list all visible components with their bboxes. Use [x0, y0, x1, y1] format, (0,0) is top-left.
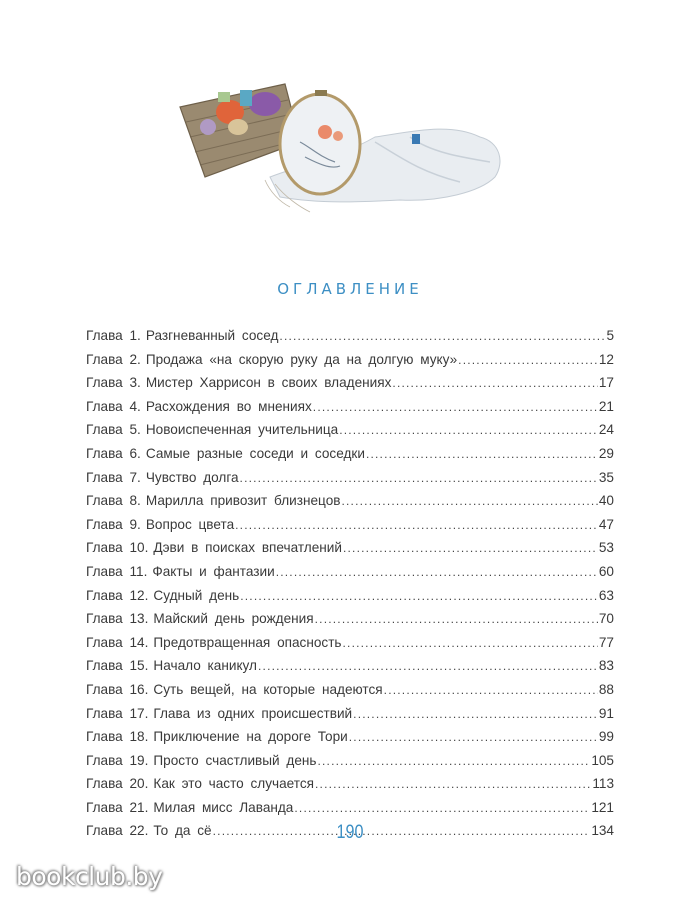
chapter-number: Глава 13. — [86, 611, 149, 627]
chapter-title: Милая мисс Лаванда — [153, 799, 294, 815]
toc-entry[interactable] — [86, 373, 614, 397]
toc-entry[interactable] — [86, 350, 614, 374]
chapter-title: Глава из одних происшествий — [153, 705, 353, 721]
dot-leader — [343, 633, 598, 653]
dot-leader — [317, 751, 590, 771]
chapter-page: 29 — [598, 445, 614, 461]
chapter-title: Расхождения во мнениях — [145, 398, 312, 414]
chapter-title: Просто счастливый день — [153, 752, 317, 768]
chapter-title: Вопрос цвета — [145, 516, 235, 532]
dot-leader — [276, 562, 598, 582]
chapter-number: Глава 21. — [86, 799, 149, 815]
dot-leader — [384, 680, 598, 700]
dot-leader — [294, 798, 590, 818]
chapter-number: Глава 10. — [86, 540, 149, 556]
toc-entry[interactable] — [86, 515, 614, 539]
chapter-title: Приключение на дороге Тори — [153, 729, 348, 745]
toc-entry[interactable] — [86, 468, 614, 492]
toc-entry[interactable] — [86, 633, 614, 657]
dot-leader — [258, 656, 598, 676]
dot-leader — [313, 397, 598, 417]
chapter-page: 53 — [598, 540, 614, 556]
chapter-number: Глава 9. — [86, 516, 141, 532]
chapter-page: 134 — [591, 823, 614, 839]
chapter-number: Глава 1. — [86, 328, 141, 343]
chapter-page: 105 — [591, 752, 614, 768]
chapter-title: Марилла привозит близнецов — [145, 493, 341, 509]
chapter-title: Суть вещей, на которые надеются — [153, 681, 383, 697]
thread-ball-purple — [249, 92, 281, 116]
dot-leader — [341, 491, 597, 511]
toc-entry[interactable] — [86, 562, 614, 586]
chapter-number: Глава 11. — [86, 563, 148, 579]
chapter-title: Факты и фантазии — [152, 563, 275, 579]
chapter-title: Судный день — [153, 587, 240, 603]
chapter-number: Глава 6. — [86, 445, 141, 461]
chapter-page: 47 — [598, 516, 614, 532]
dot-leader — [240, 468, 598, 488]
toc-entry[interactable] — [86, 444, 614, 468]
dot-leader — [235, 515, 598, 535]
chapter-title: Самые разные соседи и соседки — [145, 445, 365, 461]
toc-entry[interactable] — [86, 656, 614, 680]
chapter-number: Глава 17. — [86, 705, 149, 721]
chapter-page: 5 — [606, 328, 614, 343]
thread-spool-green — [218, 92, 230, 102]
dot-leader — [349, 727, 598, 747]
thread-spool-blue — [412, 134, 420, 144]
chapter-number: Глава 16. — [86, 681, 149, 697]
toc-entry[interactable] — [86, 680, 614, 704]
toc-entry[interactable] — [86, 586, 614, 610]
dot-leader — [315, 774, 591, 794]
chapter-number: Глава 20. — [86, 776, 149, 792]
chapter-number: Глава 14. — [86, 634, 149, 650]
chapter-title: Новоиспеченная учительница — [145, 422, 339, 438]
dot-leader — [366, 444, 598, 464]
chapter-number: Глава 7. — [86, 469, 141, 485]
chapter-page: 12 — [598, 351, 614, 367]
dot-leader — [392, 373, 597, 393]
toc-entry[interactable] — [86, 774, 614, 798]
chapter-title: Мистер Харрисон в своих владениях — [145, 375, 392, 391]
chapter-number: Глава 22. — [86, 823, 149, 839]
chapter-number: Глава 19. — [86, 752, 149, 768]
chapter-title: Чувство долга — [145, 469, 239, 485]
chapter-number: Глава 8. — [86, 493, 141, 509]
embroidered-flower — [318, 125, 332, 139]
watermark-logo: bookclub.by — [16, 862, 163, 891]
chapter-number: Глава 3. — [86, 375, 141, 391]
toc-entry[interactable] — [86, 397, 614, 421]
toc-entry[interactable] — [86, 538, 614, 562]
chapter-page: 99 — [598, 729, 614, 745]
chapter-title: Дэви в поисках впечатлений — [153, 540, 342, 556]
chapter-number: Глава 15. — [86, 658, 149, 674]
chapter-page: 24 — [598, 422, 614, 438]
chapter-title: Начало каникул — [153, 658, 257, 674]
chapter-page: 40 — [598, 493, 614, 509]
chapter-number: Глава 2. — [86, 351, 141, 367]
dot-leader — [240, 586, 598, 606]
chapter-title: Продажа «на скорую руку да на долгую муку» — [145, 351, 458, 367]
chapter-title: То да сё — [153, 823, 212, 839]
chapter-title: Майский день рождения — [153, 611, 314, 627]
chapter-page: 70 — [598, 611, 614, 627]
dot-leader — [279, 326, 605, 346]
chapter-page: 113 — [592, 776, 614, 792]
toc-entry[interactable] — [86, 491, 614, 515]
chapter-number: Глава 4. — [86, 398, 141, 414]
chapter-page: 63 — [598, 587, 614, 603]
toc-entry[interactable] — [86, 727, 614, 751]
hoop-screw — [315, 90, 327, 96]
chapter-page: 77 — [598, 634, 614, 650]
dot-leader — [343, 538, 598, 558]
chapter-title: Предотвращенная опасность — [153, 634, 342, 650]
chapter-page: 17 — [598, 375, 614, 391]
dot-leader — [339, 420, 598, 440]
chapter-page: 83 — [598, 658, 614, 674]
embroidery-hoop — [280, 94, 360, 194]
chapter-page: 88 — [598, 681, 614, 697]
thread-spool-lilac — [200, 119, 216, 135]
dot-leader — [353, 704, 598, 724]
chapter-page: 91 — [598, 705, 614, 721]
thread-spool-teal — [240, 90, 252, 106]
chapter-title: Разгневанный сосед — [145, 328, 279, 343]
toc-entry[interactable] — [86, 326, 614, 350]
page-number: 190 — [336, 822, 364, 843]
table-of-contents — [86, 326, 614, 845]
thread-spool-beige — [228, 119, 248, 135]
toc-entry[interactable] — [86, 609, 614, 633]
toc-title: ОГЛАВЛЕНИЕ — [277, 280, 423, 298]
chapter-number: Глава 12. — [86, 587, 149, 603]
toc-entry[interactable] — [86, 420, 614, 444]
dot-leader — [458, 350, 598, 370]
toc-entry[interactable] — [86, 751, 614, 775]
chapter-number: Глава 5. — [86, 422, 141, 438]
chapter-page: 121 — [591, 799, 614, 815]
embroidered-flower-2 — [333, 131, 343, 141]
sewing-basket-illustration — [160, 62, 540, 222]
chapter-page: 21 — [598, 398, 614, 414]
chapter-page: 35 — [598, 469, 614, 485]
chapter-page: 60 — [598, 563, 614, 579]
chapter-title: Как это часто случается — [153, 776, 315, 792]
dot-leader — [315, 609, 598, 629]
chapter-number: Глава 18. — [86, 729, 149, 745]
toc-entry[interactable] — [86, 798, 614, 822]
toc-entry[interactable] — [86, 704, 614, 728]
